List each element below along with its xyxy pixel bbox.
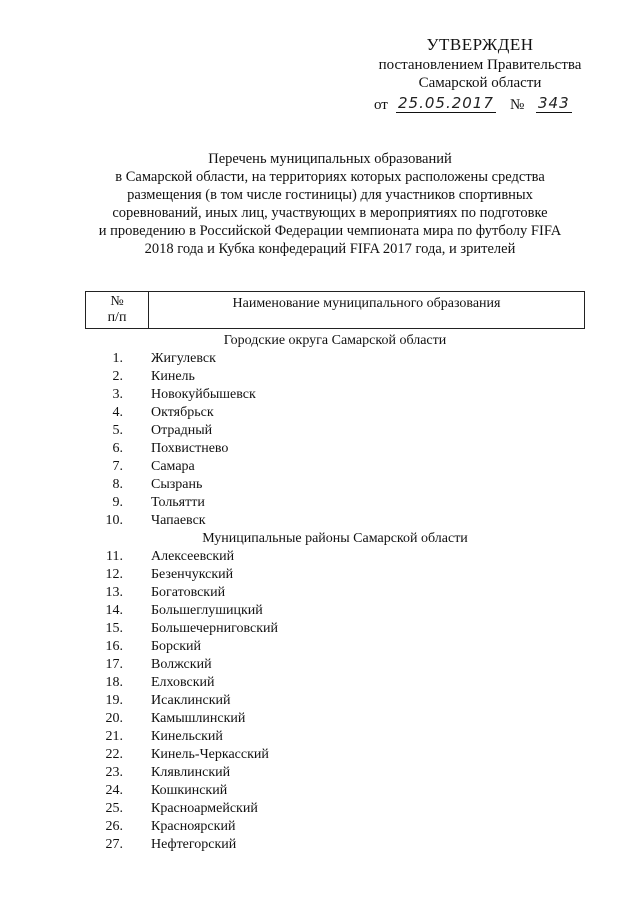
item-name: Новокуйбышевск (151, 387, 256, 402)
decree-date: 25.05.2017 (398, 94, 494, 112)
decree-number: 343 (538, 94, 570, 112)
item-number: 3. (112, 387, 123, 402)
item-number: 24. (105, 783, 123, 798)
item-name: Нефтегорский (151, 837, 237, 852)
list-item (85, 422, 585, 440)
item-name: Большеглушицкий (151, 603, 263, 618)
list-item (85, 602, 585, 620)
item-number: 25. (105, 801, 123, 816)
item-number: 17. (105, 657, 123, 672)
municipality-list (85, 332, 585, 854)
header-number-cell (86, 292, 149, 329)
item-number: 23. (105, 765, 123, 780)
list-item (85, 548, 585, 566)
title-line: и проведению в Российской Федерации чемпионата мира по футболу FIFA (98, 223, 562, 239)
list-item (85, 440, 585, 458)
list-item (85, 404, 585, 422)
section-title: Муниципальные районы Самарской области (202, 531, 468, 546)
section-title: Городские округа Самарской области (223, 333, 447, 348)
item-name: Красноярский (151, 819, 236, 834)
item-name: Красноармейский (151, 801, 258, 816)
item-name: Октябрьск (151, 405, 214, 420)
item-number: 18. (105, 675, 123, 690)
title-line: в Самарской области, на территориях которых расположены средства (115, 169, 545, 185)
item-name: Алексеевский (151, 549, 235, 564)
number-label: № (510, 97, 525, 113)
item-number: 21. (105, 729, 123, 744)
item-number: 27. (105, 837, 123, 852)
approval-heading: УТВЕРЖДЕН (426, 35, 534, 54)
approval-line-2: Самарской области (418, 75, 542, 91)
approval-block (360, 36, 600, 116)
item-number: 20. (105, 711, 123, 726)
item-name: Сызрань (151, 477, 203, 492)
list-item (85, 476, 585, 494)
item-number: 15. (105, 621, 123, 636)
item-name: Кинельский (151, 729, 223, 744)
list-item (85, 800, 585, 818)
item-name: Кинель (151, 369, 195, 384)
header-number-abbrev: п/п (107, 310, 127, 325)
list-item (85, 764, 585, 782)
list-item (85, 638, 585, 656)
list-item (85, 710, 585, 728)
item-name: Похвистнево (151, 441, 229, 456)
list-item (85, 368, 585, 386)
header-number-symbol: № (110, 294, 124, 309)
item-number: 14. (105, 603, 123, 618)
item-name: Елховский (151, 675, 215, 690)
list-item (85, 836, 585, 854)
item-number: 8. (112, 477, 123, 492)
item-name: Богатовский (151, 585, 226, 600)
item-number: 4. (112, 405, 123, 420)
item-name: Борский (151, 639, 202, 654)
title-line: соревнований, иных лиц, участвующих в мероприятиях по подготовке (112, 205, 548, 221)
item-name: Отрадный (151, 423, 213, 438)
item-number: 11. (106, 549, 123, 564)
list-item (85, 494, 585, 512)
item-name: Кинель-Черкасский (151, 747, 269, 762)
item-name: Чапаевск (151, 513, 206, 528)
list-item (85, 620, 585, 638)
item-number: 26. (105, 819, 123, 834)
item-name: Жигулевск (151, 351, 216, 366)
from-label: от (374, 97, 388, 113)
item-name: Кошкинский (151, 783, 228, 798)
list-item (85, 566, 585, 584)
item-name: Большечерниговский (151, 621, 279, 636)
item-number: 5. (112, 423, 123, 438)
item-name: Камышлинский (151, 711, 246, 726)
item-number: 22. (105, 747, 123, 762)
list-item (85, 728, 585, 746)
list-item (85, 782, 585, 800)
list-item (85, 674, 585, 692)
title-line: размещения (в том числе гостиницы) для участников спортивных (127, 187, 533, 203)
item-number: 19. (105, 693, 123, 708)
list-item (85, 746, 585, 764)
item-name: Волжский (151, 657, 212, 672)
title-line: Перечень муниципальных образований (208, 151, 452, 167)
list-item (85, 386, 585, 404)
list-item (85, 584, 585, 602)
item-number: 2. (112, 369, 123, 384)
item-name: Клявлинский (151, 765, 231, 780)
item-name: Самара (151, 459, 195, 474)
header-name-cell: Наименование муниципального образования (149, 292, 585, 329)
list-item (85, 656, 585, 674)
approval-line-1: постановлением Правительства (378, 57, 582, 73)
list-item (85, 818, 585, 836)
list-table-header (85, 291, 585, 329)
item-number: 1. (112, 351, 123, 366)
item-number: 6. (112, 441, 123, 456)
item-number: 13. (105, 585, 123, 600)
list-item (85, 512, 585, 530)
item-number: 10. (105, 513, 123, 528)
item-number: 7. (112, 459, 123, 474)
title-line: 2018 года и Кубка конфедераций FIFA 2017 года, и зрителей (144, 241, 516, 257)
item-number: 16. (105, 639, 123, 654)
document-title (60, 150, 600, 258)
item-number: 12. (105, 567, 123, 582)
item-name: Тольятти (151, 495, 205, 510)
item-name: Исаклинский (151, 693, 231, 708)
item-number: 9. (112, 495, 123, 510)
list-item (85, 692, 585, 710)
item-name: Безенчукский (151, 567, 234, 582)
list-item (85, 458, 585, 476)
list-item (85, 350, 585, 368)
decree-line (360, 94, 600, 116)
